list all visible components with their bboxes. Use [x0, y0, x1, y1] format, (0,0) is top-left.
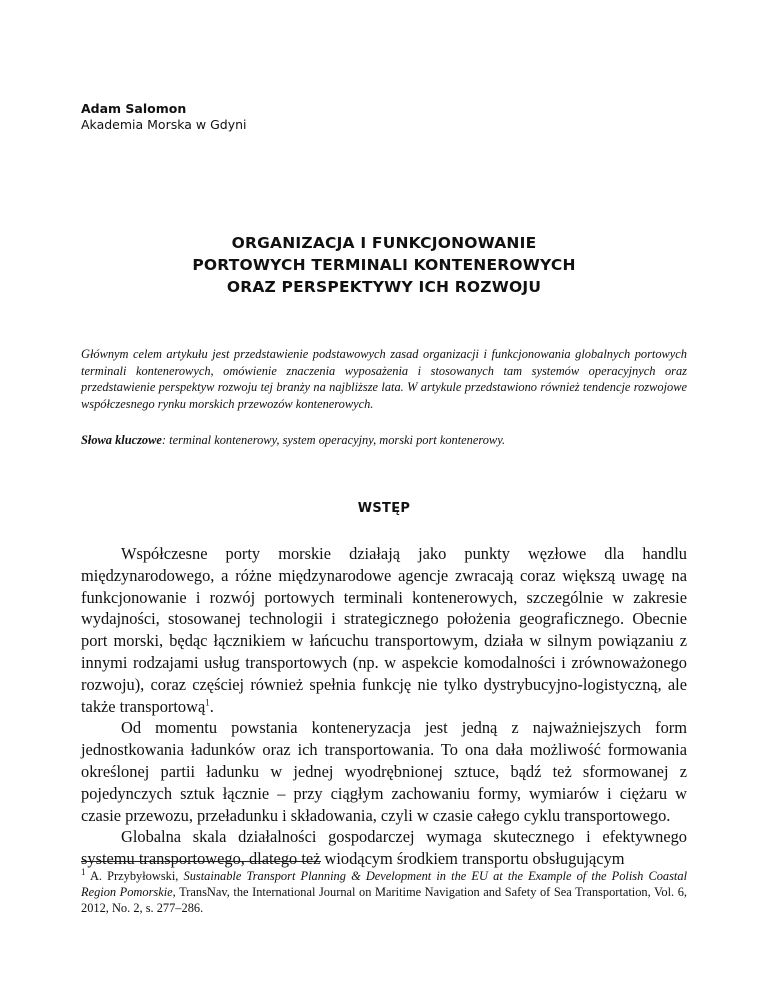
keywords-label: Słowa kluczowe [81, 433, 162, 447]
title-line-1: ORGANIZACJA I FUNKCJONOWANIE [231, 234, 537, 252]
section-heading: WSTĘP [357, 501, 411, 516]
title-line-3: ORAZ PERSPEKTYWY ICH ROZWOJU [226, 278, 542, 296]
footnote [81, 868, 687, 916]
paragraph-1-text: Współczesne porty morskie działają jako punkty węzłowe dla handlu międzynarodowego, a różne międzynarodowe agencje zwracają coraz większą uwagę na funkcjonowanie i rozwój portowych terminali kontenerowych, szczególnie w zakresie wydajności, stosowanej technologii i strategicznego położenia geograficznego. Obecnie port morski, będąc łącznikiem w łańcuchu transportowym, działa w silnym powiązaniu z innymi rodzajami usług transportowych (np. w aspekcie komodalności i zrównoważonego rozwoju), coraz częściej również spełnia funkcję nie tylko dystrybucyjno-logistyczną, ale także transportową [81, 544, 687, 716]
author-block [81, 101, 247, 133]
footnote-title: Sustainable Transport Planning & Development in the EU at the Example of the Polish Coastal Region Pomorskie [81, 869, 688, 899]
keywords-text: : terminal kontenerowy, system operacyjny, morski port kontenerowy. [161, 433, 506, 447]
footnote-divider [81, 861, 321, 862]
abstract: Głównym celem artykułu jest przedstawienie podstawowych zasad organizacji i funkcjonowania globalnych portowych terminali kontenerowych, omówienie znaczenia wyposażenia i stosowanych tam systemów operacyjnych oraz przedstawienie perspektyw rozwoju tej branży na najbliższe lata. W artykule przedstawiono również tendencje rozwojowe współczesnego rynku morskich przewozów kontenerowych. [81, 347, 687, 411]
footnote-number: 1 [81, 866, 86, 877]
footnote-author: A. Przybyłowski, [85, 869, 184, 883]
paragraph-3: Globalna skala działalności gospodarczej wymaga skutecznego i efektywnego systemu transportowego, dlatego też wiodącym środkiem transportu obsługującym [81, 827, 687, 869]
title-line-2: PORTOWYCH TERMINALI KONTENEROWYCH [192, 256, 576, 274]
author-affiliation: Akademia Morska w Gdyni [81, 117, 247, 132]
keywords [81, 432, 687, 449]
body-text [81, 543, 687, 870]
author-name: Adam Salomon [81, 101, 187, 116]
paragraph-2: Od momentu powstania konteneryzacja jest jedną z najważniejszych form jednostkowania ładunków oraz ich transportowania. To ona dała możliwość formowania określonej partii ładunku w jednej wyodrębnionej sztuce, bądź też sformowanej z pojedynczych sztuk łącznie – przy ciągłym zachowaniu formy, wymiarów i ciężaru w czasie przewozu, przeładunku i składowania, czyli w czasie całego cyklu transportowego. [81, 718, 687, 825]
paragraph-1 [81, 543, 687, 717]
paragraph-1-end: . [209, 696, 214, 716]
footnote-rest: , TransNav, the International Journal on Maritime Navigation and Safety of Sea Transportation, Vol. 6, 2012, No. 2, s. 277–286. [81, 885, 688, 915]
article-title [81, 232, 687, 298]
footnote-ref: 1 [205, 697, 210, 708]
